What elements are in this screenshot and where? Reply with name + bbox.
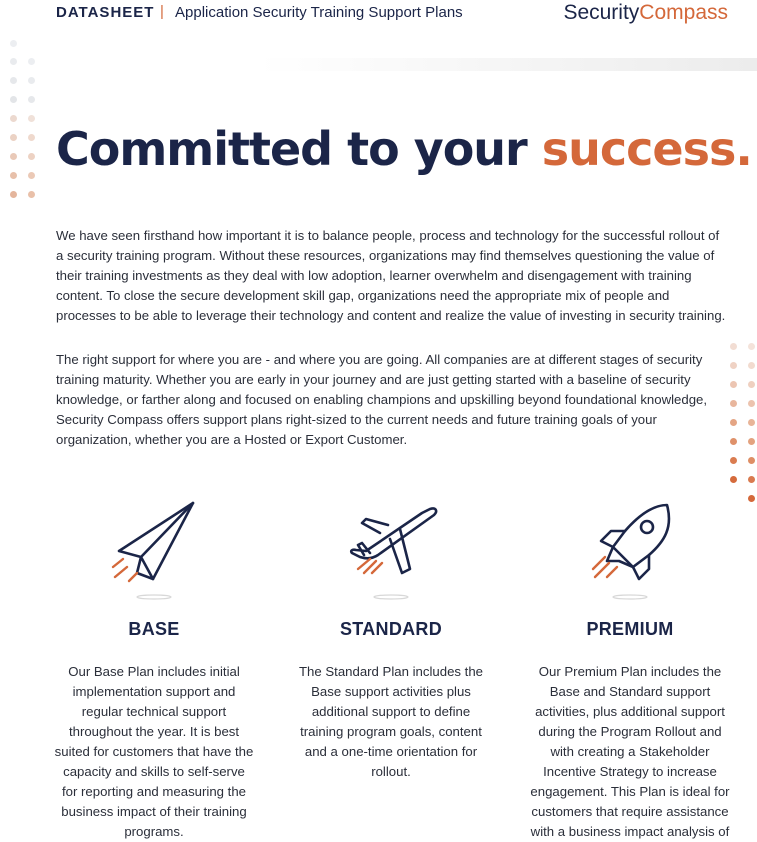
decor-dot [10, 172, 17, 179]
rocket-icon [575, 495, 685, 605]
decor-dot [730, 476, 737, 483]
hero-heading [56, 121, 752, 177]
plan-description: The Standard Plan includes the Base support activities plus additional support to define training program goals, content and a one-time orientation for rollout. [298, 664, 483, 779]
plan-name: PREMIUM [586, 619, 674, 639]
decor-dot [10, 77, 17, 84]
header-fade-bar [258, 58, 757, 71]
decor-dot [10, 191, 17, 198]
decor-dot [730, 400, 737, 407]
decor-dot [10, 115, 17, 122]
decor-dot [730, 343, 737, 350]
plan-base [49, 495, 259, 842]
logo-part-compass: Compass [639, 1, 728, 24]
decor-dot [28, 153, 35, 160]
plan-premium [525, 495, 735, 842]
security-compass-logo [563, 1, 728, 25]
decor-dot [10, 96, 17, 103]
airplane-icon [336, 495, 446, 605]
decor-dot [748, 381, 755, 388]
hero-heading-part2: success. [541, 122, 752, 176]
decor-dot [748, 495, 755, 502]
decor-dot [730, 438, 737, 445]
plan-description: Our Base Plan includes initial implementation support and regular technical support throughout the year. It is best suited for customers that have the capacity and skills to self-serve for reporting and measuring the business impact of their training programs. [54, 664, 254, 839]
document-subtitle: Application Security Training Support Plans [175, 4, 463, 21]
plan-description: Our Premium Plan includes the Base and Standard support activities, plus additional support during the Program Rollout and with creating a Stakeholder Incentive Strategy to increase engagement. This Plan is ideal for customers that require assistance with a business impact analysis of [530, 664, 730, 839]
logo-part-security: Security [563, 1, 640, 24]
intro-paragraph: We have seen firsthand how important it is to balance people, process and technology for the successful rollout of a security training program. Without these resources, organizations may find themselves questioning the value of their training investments as they deal with low adoption, learner overwhelm and disengagement with training content. To close the secure development skill gap, organizations need the appropriate mix of people and processes to be able to leverage their technology and content and realize the value of investing in security training. [56, 228, 726, 323]
hero-heading-part1: Committed to your [56, 122, 542, 176]
decor-dot [748, 419, 755, 426]
decor-dot [10, 40, 17, 47]
decor-dot [730, 457, 737, 464]
header [56, 1, 728, 24]
decor-dot [28, 115, 35, 122]
decor-dot [748, 457, 755, 464]
decor-dot [28, 96, 35, 103]
decor-dot [28, 77, 35, 84]
plan-name: STANDARD [339, 619, 443, 639]
decor-dot [748, 362, 755, 369]
plan-standard [286, 495, 496, 782]
decor-dot [10, 134, 17, 141]
datasheet-label: DATASHEET [56, 4, 155, 21]
decor-dot [748, 343, 755, 350]
decor-dot [730, 362, 737, 369]
decor-dot [748, 476, 755, 483]
paper-plane-icon [99, 495, 209, 605]
decor-dot [748, 400, 755, 407]
plan-name: BASE [128, 619, 180, 639]
decor-dot [28, 134, 35, 141]
decor-dot [730, 419, 737, 426]
decor-dot [28, 191, 35, 198]
decor-dot [28, 58, 35, 65]
support-paragraph: The right support for where you are - and where you are going. All companies are at different stages of security training maturity. Whether you are early in your journey and are just getting started with a baseline of security knowledge, or farther along and focused on enabling champions and upskilling beyond foundational knowledge, Security Compass offers support plans right-sized to the current needs and future training goals of your organization, whether you are a Hosted or Export Customer. [56, 352, 708, 447]
decor-dot [748, 438, 755, 445]
decor-dot [28, 172, 35, 179]
header-separator: | [160, 3, 164, 20]
decor-dot [10, 58, 17, 65]
decor-dot [730, 381, 737, 388]
decor-dot [10, 153, 17, 160]
